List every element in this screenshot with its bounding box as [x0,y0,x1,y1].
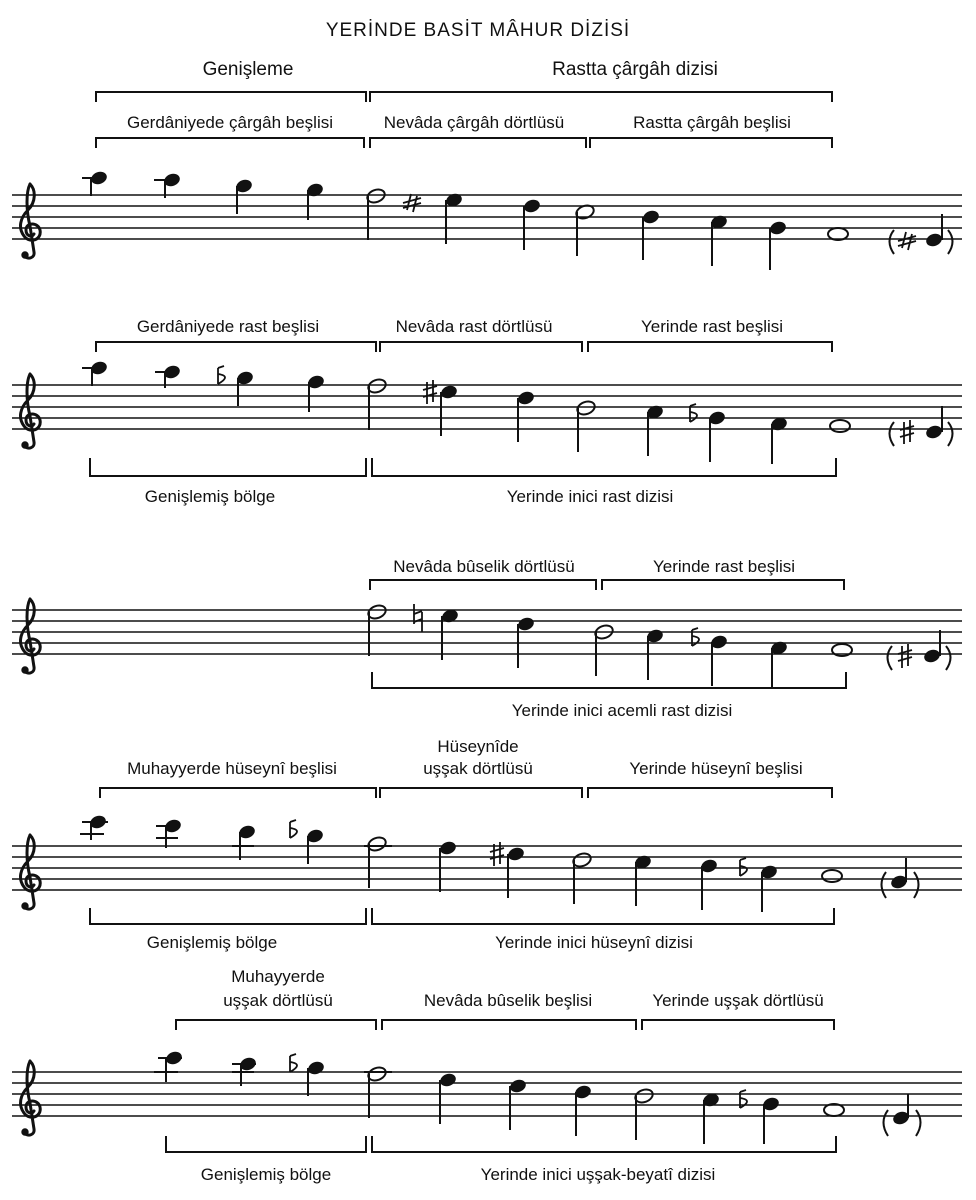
label-ussak-dortlusu-2: uşşak dörtlüsü [223,991,333,1010]
staff-4 [12,846,962,890]
notes-1 [82,178,942,270]
label-huseynide: Hüseynîde [437,737,519,756]
label-muhayyerde-huseyni-beslisi: Muhayyerde hüseynî beşlisi [127,759,337,778]
system-4 [12,788,962,924]
staff-2 [12,385,962,429]
system-5 [12,1020,962,1152]
system-2 [12,342,962,476]
bakiye-sharp-icon [403,194,421,212]
label-ussak-dortlusu: uşşak dörtlüsü [423,759,533,778]
koma-flat-icon [740,858,747,876]
sharp-sign-icon [900,420,914,444]
label-yerinde-huseyni-beslisi: Yerinde hüseynî beşlisi [629,759,803,778]
staff-3 [12,610,962,654]
header-rastta-cargah-dizisi: Rastta çârgâh dizisi [552,59,718,80]
bakiye-sharp-icon [898,232,916,250]
header-genisleme: Genişleme [202,59,294,80]
brackets-5 [166,1020,836,1152]
label-gerdaniyede-cargah-beslisi: Gerdâniyede çârgâh beşlisi [126,113,334,132]
label-nevada-buselik-beslisi: Nevâda bûselik beşlisi [423,991,593,1010]
brackets-4 [90,788,834,924]
natural-sign-icon [414,604,422,632]
notes-2 [82,368,942,464]
staff-5 [12,1072,962,1116]
label-nevada-rast-dortlusu: Nevâda rast dörtlüsü [395,317,553,336]
label-rastta-cargah-beslisi: Rastta çârgâh beşlisi [633,113,791,132]
notes-5 [154,1058,908,1144]
staff-1 [12,195,962,239]
label-yerinde-inici-acemli-rast-dizisi: Yerinde inici acemli rast dizisi [511,701,733,720]
label-genislemis-bolge: Genişlemiş bölge [144,487,276,506]
label-yerinde-rast-beslisi-2: Yerinde rast beşlisi [652,557,796,576]
brackets-2 [90,342,836,476]
notes-3 [369,612,940,688]
notes-4 [80,822,906,912]
koma-flat-icon [290,1054,297,1072]
label-yerinde-inici-huseyni-dizisi: Yerinde inici hüseynî dizisi [495,933,693,952]
page-title: YERİNDE BASİT MÂHUR DİZİSİ [325,20,631,41]
sharp-sign-icon [423,380,437,404]
label-yerinde-inici-rast-dizisi: Yerinde inici rast dizisi [506,487,674,506]
system-3 [12,580,962,688]
koma-flat-icon [218,366,225,384]
label-nevada-cargah-dortlusu: Nevâda çârgâh dörtlüsü [383,113,565,132]
label-genislemis-bolge-3: Genişlemiş bölge [200,1165,332,1184]
label-gerdaniyede-rast-beslisi: Gerdâniyede rast beşlisi [136,317,320,336]
label-yerinde-rast-beslisi: Yerinde rast beşlisi [640,317,784,336]
label-nevada-buselik-dortlusu: Nevâda bûselik dörtlüsü [393,557,575,576]
label-muhayyerde: Muhayyerde [231,967,325,986]
label-yerinde-inici-ussak-beyati-dizisi: Yerinde inici uşşak-beyatî dizisi [480,1165,716,1184]
sharp-sign-icon [898,644,912,668]
label-genislemis-bolge-2: Genişlemiş bölge [146,933,278,952]
koma-flat-icon [290,820,297,838]
label-yerinde-ussak-dortlusu: Yerinde uşşak dörtlüsü [652,991,824,1010]
